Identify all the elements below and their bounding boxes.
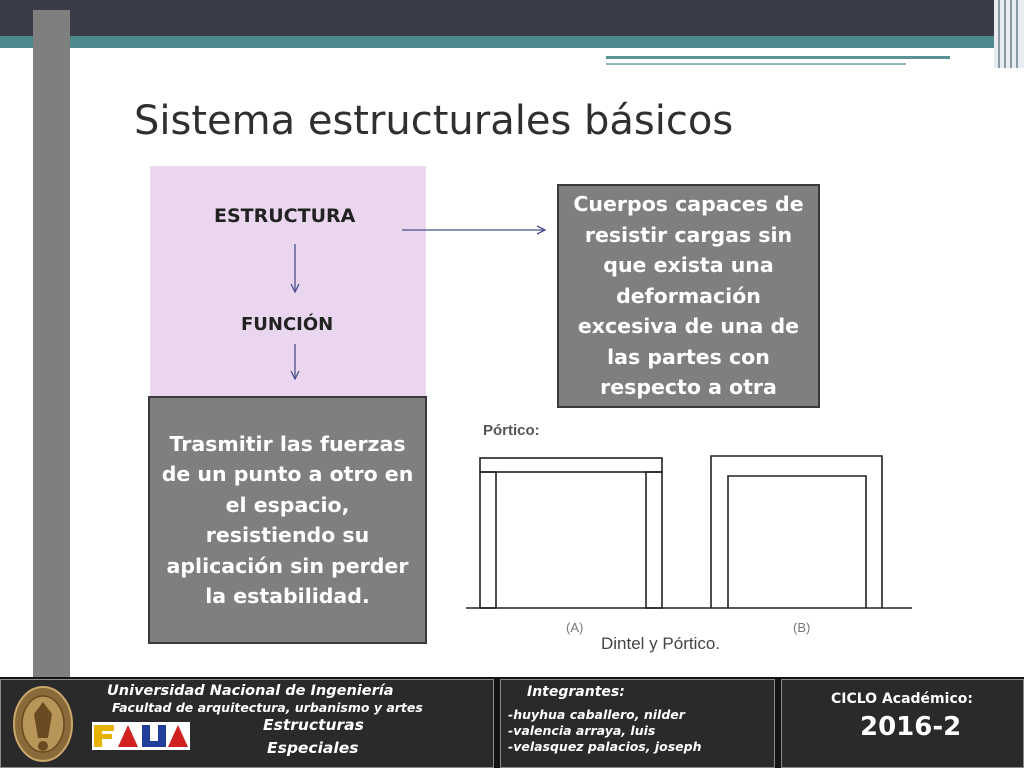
figure-label-a: (A) [566,620,584,635]
column-a-left [480,472,496,608]
slide-title: Sistema estructurales básicos [134,98,734,144]
definition-text: Cuerpos capaces de resistir cargas sin que exista una deformación excesiva de una de las partes con respecto a otra [573,192,804,400]
function-text: Trasmitir las fuerzas de un punto a otro en el espacio, resistiendo su aplicación sin perder la estabilidad. [161,431,414,608]
figure-caption: Dintel y Pórtico. [601,634,721,653]
figure-title: Pórtico: [483,422,540,439]
footer-member: -valencia arraya, luis [508,723,656,738]
footer-faculty: Facultad de arquitectura, urbanismo y artes [112,700,423,715]
portal-b-outer [711,456,882,608]
university-seal-icon [12,684,74,764]
node-estructura: ESTRUCTURA [214,205,356,227]
portal-b-inner [728,476,866,608]
lintel-a [480,458,662,472]
figure-label-b: (B) [793,620,811,635]
faua-logo [92,722,190,750]
footer-member: -velasquez palacios, joseph [508,739,702,754]
column-a-right [646,472,662,608]
footer-course-line1: Estructuras [263,716,364,734]
footer-cycle-value: 2016-2 [860,712,962,742]
footer-members-title: Integrantes: [527,684,625,700]
footer-course-line2: Especiales [267,739,359,757]
footer-member: -huyhua caballero, nilder [508,707,685,722]
footer-cycle-label: CICLO Académico: [831,691,973,707]
footer-university-name: Universidad Nacional de Ingeniería [107,683,394,699]
node-funcion: FUNCIÓN [241,314,334,335]
